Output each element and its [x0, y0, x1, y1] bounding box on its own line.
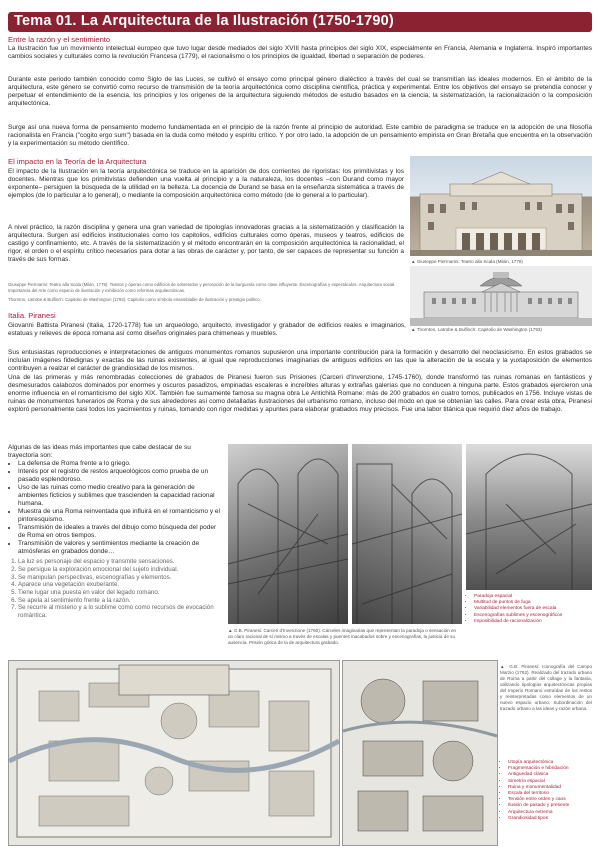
list-item: • La defensa de Roma frente a lo griego. [18, 460, 220, 468]
list-item: • Multitud de puntos de fuga [474, 600, 600, 606]
title-bar [8, 12, 592, 32]
paragraph-tipologias: A nivel práctico, la razón disciplina y genera una gran variedad de tipologías innovadoras gracias a la sistematización y clasificación la arquitectura. Surgen así edificios institucionales como los capitolios, edificios culturales como óperas, museos y teatros, edificios de castigo y confinamiento, etc. A través de la sistematización y el método encontrarán en la composición arquitectónica la racionalidad, el rigor, el orden o el espíritu crítico necesarios para dotar a las obras de carácter y, por tanto, de ser capaces de representar su función a través de sus formas. [8, 224, 404, 264]
paragraph-prisiones: Una de las primeras y más renombradas colecciones de grabados de Piranesi fueron sus Prisiones (Carceri d'Invenzione, 1745-1760), donde transformó las ruinas romanas en fantásticos y desmesurados calabozos dominados por enormes y oscuros pasadizos, empinadas escaleras e increíbles alturas y extrañas galerías que no conducen a ninguna parte. Estos grabados ejercieron una enorme influencia en el romanticismo del siglo XIX. También fue sumamente famosa su magna obra Le Antichità Romane: más de 200 grabados en cuatro tomos, publicados en 1756. Incluye vistas de ruinas de monumentos funerarios de Roma y de sus alrededores así como detalladas ilustraciones del urbanismo romano, incluso del modo en que se obtenían las calles. Para crear esta obra, Piranesi exploró personalmente casi todos los yacimientos y ruinas, tomando con rigor medidas y apuntes para elaborar grabados muy precisos. Fue una labor titánica que requirió diez años de trabajo. [8, 374, 592, 414]
paragraph-piranesi: Giovanni Battista Piranesi (Italia, 1720-1778) fue un arqueólogo, arquitecto, investigador y grabador de edificios reales e imaginarios, estatuas y relieves de época romana así como diseños originales para chimeneas y muebles. [8, 322, 406, 338]
scala-image [410, 156, 592, 256]
page-title: Tema 01. La Arquitectura de la Ilustración (1750-1790) [14, 13, 394, 29]
ideas-block [8, 444, 220, 620]
carceri-image-1 [228, 444, 348, 624]
carceri-drawing-2 [352, 444, 462, 624]
capitol-caption: ▲ Thornton, Latrobe & Bulfinch: Capitolio de Washington (1793) [411, 327, 542, 332]
paragraph-siglo-luces: Durante este periodo también conocido como Siglo de las Luces, se cultivó el ensayo como principal género dialéctico a través del cual se transmitían las ideales modernos. En el ámbito de la arquitectura, este género se convirtió como recurso de transmisión de la teoría arquitectónica como disciplina científica, práctica y experimental. Entre los objetivos del ensayo se pretendía conocer y perpetuar el entendimiento de la esencia, los principios y los orígenes de la arquitectura siguiendo métodos de estudio basados en la ciencia, la sistematización, la racionalización o la composición arquitectónica. [8, 76, 592, 108]
paragraph-intro: La Ilustración fue un movimiento intelectual europeo que tuvo lugar desde mediados del siglo XVIII hasta principios del siglo XIX, especialmente en Francia, Alemania e Inglaterra. Inspiró importantes cambios sociales y culturales como la revolución Francesa (1779), el racionalismo o los principios de igualdad, libertad o separación de poderes. [8, 45, 592, 61]
ideas-numbered-list [8, 558, 220, 620]
campo-marzio-map-image [8, 660, 340, 846]
list-item: • Uso de las ruinas como medio creativo para la generación de ambientes ficticios y sublimes que trascienden la capacidad racional humana. [18, 484, 220, 508]
list-item: • Utopía arquitectónica [508, 760, 600, 766]
carceri-image-2 [352, 444, 462, 624]
capitol-drawing [410, 266, 592, 326]
caption-icon: ▲ [411, 327, 417, 332]
list-item: • Muestra de una Roma reinventada que influirá en el romanticismo y el pintoresquismo. [18, 508, 220, 524]
list-item: 3. Se manipulan perspectivas, escenografías y elementos. [18, 574, 220, 582]
notes-scala: Giuseppe Piermarini: Teatro alla Scala (Milán, 1778). Teatros y óperas como edificios de sobretodos y percepción de la burguesía como clase influyente. Escenografías y espectáculos. Arquitectura social. Importancia del Arte como espacio de ilustración y exhibición como reformas arquitectónicas. [8, 282, 396, 293]
list-item: • Grandiosidad tipos [508, 816, 600, 822]
list-item: • Ruina y monumentalidad [508, 785, 600, 791]
list-item: • Ilusión de pasado y presente [508, 803, 600, 809]
caption-icon: ▲ [228, 628, 234, 633]
list-item: • Tensión entre orden y caos [508, 797, 600, 803]
list-item: 7. Se recurre al misterio y a lo sublime como como recursos de evocación romántica. [18, 604, 220, 619]
list-item: 5. Tiene lugar una puesta en valor del legado romano. [18, 589, 220, 597]
campo-list [500, 760, 600, 822]
paragraph-pensamiento: Surge así una nueva forma de pensamiento moderno fundamentada en el principio de la razón frente al principio de autoridad. Este cambio de paradigma se traduce en la adopción de una filosofía racionalista en Francia ("cogito ergo sum") basada en la duda como método y espíritu crítico. Y por otro lado, la adopción de un pensamiento empirista en Gran Bretaña que encuentra en la observación y la experimentación su método científico. [8, 124, 592, 148]
capitol-image [410, 266, 592, 326]
carceri-list [466, 594, 600, 625]
list-item: 2. Se persigue la exploración emocional del sujeto individual. [18, 566, 220, 574]
caption-icon: ▲ [411, 259, 417, 264]
carceri-drawing-3 [466, 444, 592, 590]
campo-marzio-fragment-drawing [343, 661, 497, 845]
list-item: • Transmisión de valores y sentimientos mediante la creación de atmósferas en grabados donde… [18, 540, 220, 556]
section-heading-razon: Entre la razón y el sentimiento [8, 35, 111, 44]
list-item: 6. Se apela al sentimiento frente a la razón. [18, 597, 220, 605]
list-item: • Imposibilidad de racionalización [474, 619, 600, 625]
list-item: • Escala del territorio [508, 791, 600, 797]
list-item: • Variabilidad elementos fuera de escala [474, 606, 600, 612]
list-item: 1. La luz es personaje del espacio y transmite sensaciones. [18, 558, 220, 566]
campo-marzio-map-drawing [9, 661, 339, 845]
campo-marzio-fragment-image [342, 660, 498, 846]
caption-icon: ▲ [500, 664, 510, 669]
list-item: • Fragmentación e hibridación [508, 766, 600, 772]
list-item: • Antiguedad clásica [508, 772, 600, 778]
paragraph-reproducciones: Sus entusiastas reproducciones e interpretaciones de antiguos monumentos romanos supusieron una importante contribución para la formación y desarrollo del neoclasicismo. En estos grabados se incluían imágenes fidedignas y exactas de las ruinas existentes, al igual que reproducciones imaginarias de antiguos edificios en las que la alteración de la escala y la yuxtaposición de elementos contribuyen a realzar el carácter de grandiosidad de los mismos. [8, 349, 592, 373]
carceri-drawing-1 [228, 444, 348, 624]
campo-caption: ▲ G.B. Piranesi: Iconografía del Campo Marzio (1762). Realizado del trazado urbano de Roma a partir del collage y la fantasía, utilizando tipologías arquitectónicas propias del Imperio Romano extraídas de los restos y reinterpretadas como elementos de un nuevo espacio urbano. Subordinación del trazado urbano a las ideas y razón urbana. [500, 664, 592, 711]
scala-building-drawing [410, 156, 592, 256]
list-item: 4. Aparece una vegetación exuberante. [18, 581, 220, 589]
ideas-intro: Algunas de las ideas más importantes que cabe destacar de su trayectoria son: [8, 444, 191, 460]
section-heading-teoria: El impacto en la Teoría de la Arquitectura [8, 157, 147, 166]
carceri-caption: ▲ G.B. Piranesi: Carceri d'Invenzione (1760). Cárceles imaginarias que representan la paradoja o sensación en un claro racional de sí mismo a través de escalas y puentes inacabados sobre y escenografías, la justicia de su ausencia. Prisión gótica de la de arquitectura grabado. [228, 628, 457, 645]
list-item: • Interés por el registro de restos arqueológicos como prueba de un pasado esplendoroso. [18, 468, 220, 484]
section-heading-italia: Italia. Piranesi [8, 311, 56, 320]
paragraph-teoria: El impacto de la Ilustración en la teoría arquitectónica se traduce en la aparición de dos corrientes de rigoristas: los primitivistas y los docentes. Mientras que los primitivistas defienden una vuelta al principio y a la naturaleza, los docentes –con Durand como mayor exponente– persiguen la búsqueda de la utilidad en la belleza. La docencia de Durand se basa en la enseñanza sistemática a través de ejemplos (de lo particular a lo general), o mediante la composición arquitectónica como método (de lo general a lo particular). [8, 168, 404, 200]
list-item: • Escenografías sublimes y escenográficos [474, 613, 600, 619]
list-item: • Paradoja espacial [474, 594, 600, 600]
notes-capitol: Thornton, Latrobe & Bulfinch: Capitolio de Washington (1793). Capitolio como símbolo ensamblable de ilustración y prestigio político. [8, 297, 262, 302]
list-item: • Simetría espacial [508, 779, 600, 785]
carceri-image-3 [466, 444, 592, 590]
ideas-bullet-list [8, 460, 220, 556]
list-item: • Arquitectura extrema [508, 810, 600, 816]
list-item: • Transmisión de ideales a través del dibujo como búsqueda del poder de Roma en otros tiempos. [18, 524, 220, 540]
scala-caption: ▲ Giuseppe Piermarini: Teatro alla Scala (Milán, 1778) [411, 259, 523, 264]
